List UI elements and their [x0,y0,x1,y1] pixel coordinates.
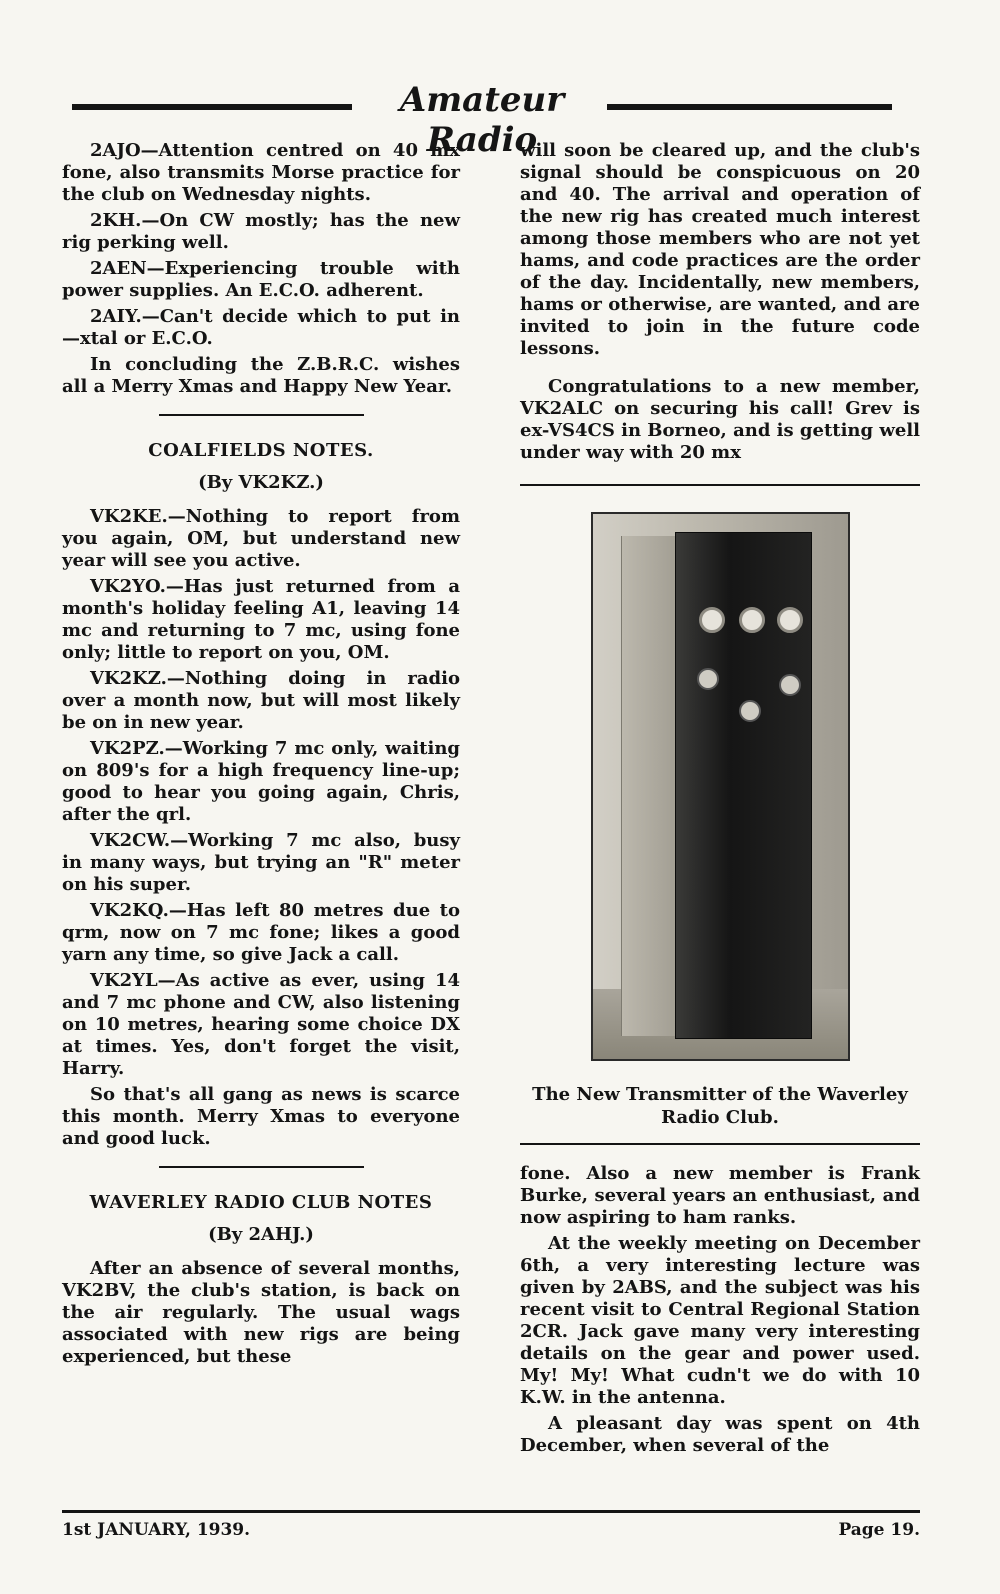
section-divider [159,1166,364,1168]
right-column [520,140,920,1461]
page-number: Page 19. [838,1520,920,1540]
waverley-paragraph: will soon be cleared up, and the club's signal should be conspicuous on 20 and 40. The arrival and operation of the new rig has created much interest among those members who are not yet hams, and code practices are the order of the day. Incidentally, new members, hams or otherwise, are wanted, and are invited to join in the future code lessons. [520,140,920,359]
station-note: VK2YL—As active as ever, using 14 and 7 mc phone and CW, also listening on 10 metres, hearing some choice DX at times. Yes, don't forget the visit, Harry. [62,970,460,1079]
masthead [72,80,892,160]
coalfields-heading: COALFIELDS NOTES. [148,440,374,461]
club-note: 2AIY.—Can't decide which to put in—xtal or E.C.O. [62,306,460,349]
club-note: 2AEN—Experiencing trouble with power supplies. An E.C.O. adherent. [62,258,460,301]
station-note: VK2KZ.—Nothing doing in radio over a month now, but will most likely be on in new year. [62,668,460,733]
left-column [62,140,460,1372]
photo-divider-bottom [520,1143,920,1145]
club-note: 2KH.—On CW mostly; has the new rig perking well. [62,210,460,253]
waverley-paragraph: Congratulations to a new member, VK2ALC on securing his call! Grev is ex-VS4CS in Borneo, and is getting well under way with 20 mx [520,376,920,463]
waverley-paragraph: At the weekly meeting on December 6th, a very interesting lecture was given by 2ABS, and the subject was his recent visit to Central Regional Station 2CR. Jack gave many very interesting details on the gear and power used. My! My! What cudn't we do with 10 K.W. in the antenna. [520,1233,920,1408]
station-note: So that's all gang as news is scarce this month. Merry Xmas to everyone and good luck. [62,1084,460,1149]
coalfields-byline: (By VK2KZ.) [198,472,324,493]
station-note: VK2KE.—Nothing to report from you again, OM, but understand new year will see you active. [62,506,460,571]
section-divider [159,414,364,416]
masthead-rule-right [607,104,892,110]
tuning-knob [779,674,801,696]
station-note: VK2KQ.—Has left 80 metres due to qrm, now on 7 mc fone; likes a good yarn any time, so give Jack a call. [62,900,460,965]
masthead-rule-left [72,104,352,110]
waverley-paragraph: A pleasant day was spent on 4th December, when several of the [520,1413,920,1456]
photo-divider-top [520,484,920,486]
club-note: 2AJO—Attention centred on 40 mx fone, also transmits Morse practice for the club on Wednesday nights. [62,140,460,205]
meter-dial [739,607,765,633]
photo-caption: The New Transmitter of the Waverley Radio Club. [532,1084,908,1128]
waverley-paragraph: fone. Also a new member is Frank Burke, several years an enthusiast, and now aspiring to ham ranks. [520,1163,920,1228]
station-note: VK2PZ.—Working 7 mc only, waiting on 809's for a high frequency line-up; good to hear you going again, Chris, after the qrl. [62,738,460,825]
transmitter-photo [591,512,850,1061]
waverley-paragraph: After an absence of several months, VK2BV, the club's station, is back on the air regularly. The usual wags associated with new rigs are being experienced, but these [62,1258,460,1367]
waverley-heading: WAVERLEY RADIO CLUB NOTES [89,1192,433,1213]
station-note: VK2CW.—Working 7 mc also, busy in many ways, but trying an "R" meter on his super. [62,830,460,895]
waverley-byline: (By 2AHJ.) [208,1224,314,1245]
footer-rule [62,1510,920,1513]
club-note: In concluding the Z.B.R.C. wishes all a Merry Xmas and Happy New Year. [62,354,460,397]
tuning-knob [697,668,719,690]
tuning-knob [739,700,761,722]
meter-dial [777,607,803,633]
station-note: VK2YO.—Has just returned from a month's holiday feeling A1, leaving 14 mc and returning to 7 mc, using fone only; little to report on you, OM. [62,576,460,663]
meter-dial [699,607,725,633]
issue-date: 1st JANUARY, 1939. [62,1520,251,1540]
cabinet-side-panel [621,536,677,1036]
masthead-title: Amateur Radio [399,80,565,160]
